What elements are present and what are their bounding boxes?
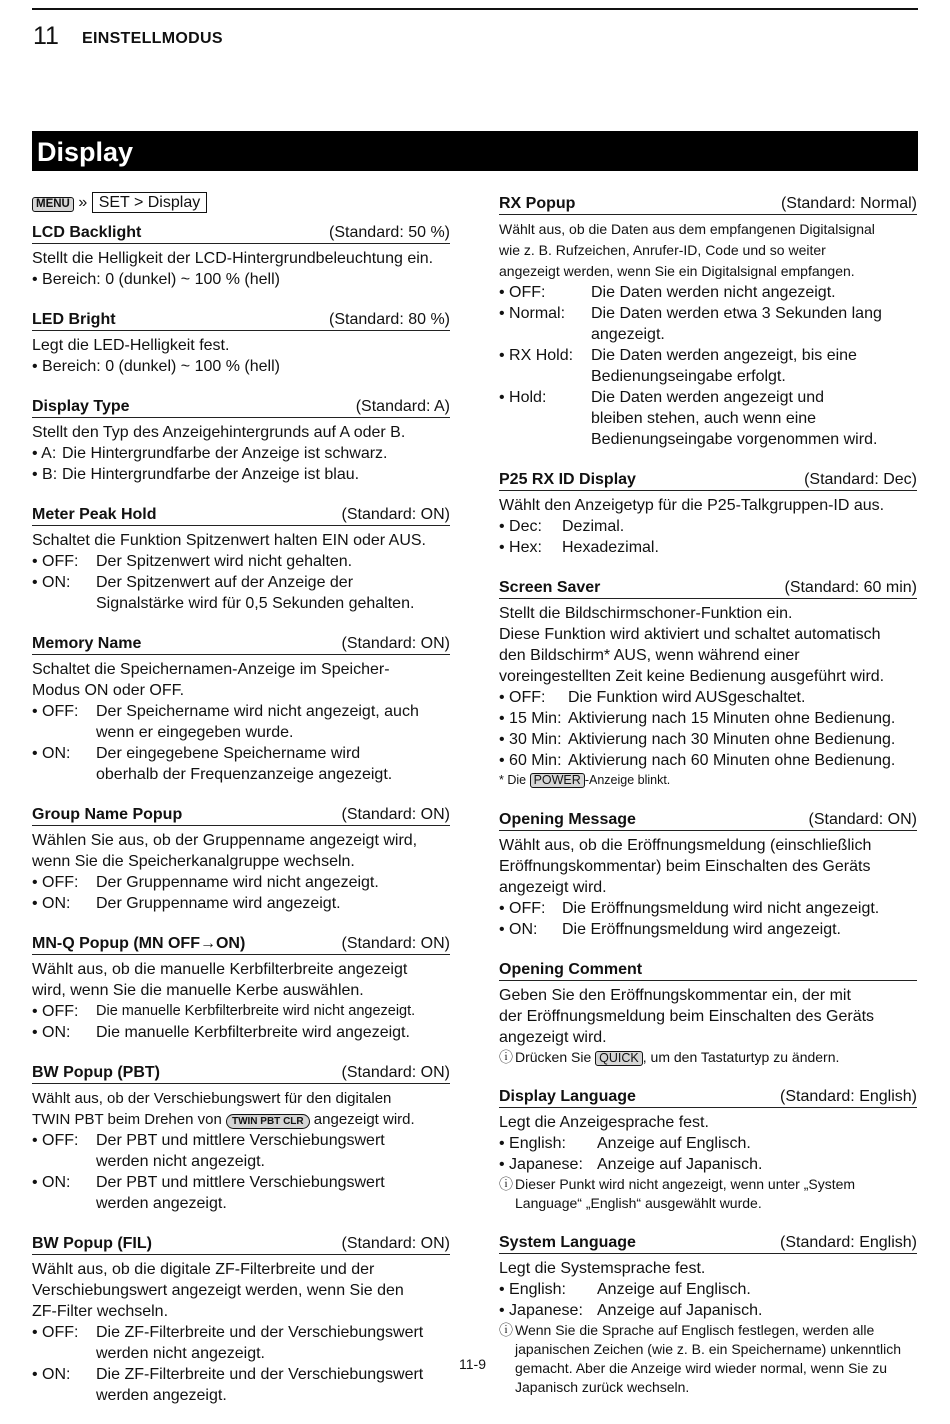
section-heading: Display Language xyxy=(499,1088,636,1105)
body-text: Wählt aus, ob die Eröffnungsmeldung (einschließlich xyxy=(499,837,872,854)
info-icon: ⓘ xyxy=(499,1176,513,1192)
default-value: (Standard: Dec) xyxy=(804,471,917,488)
quick-key: QUICK xyxy=(595,1051,643,1066)
section-heading: Memory Name xyxy=(32,635,142,652)
section-heading: Meter Peak Hold xyxy=(32,506,157,523)
bw-popup-pbt-section xyxy=(32,1061,450,1214)
body-text: Legt die Anzeigesprache fest. xyxy=(499,1114,709,1131)
footnote: * Die POWER -Anzeige blinkt. xyxy=(499,773,671,787)
body-text: ZF-Filter wechseln. xyxy=(32,1303,169,1320)
default-value: (Standard: ON) xyxy=(341,935,450,952)
note: ⓘ Drücken Sie QUICK , um den Tastaturtyp zu ändern. xyxy=(499,1049,840,1065)
option-english: • English: Anzeige auf Englisch. xyxy=(499,1135,751,1152)
section-heading: Screen Saver xyxy=(499,579,601,596)
option-on: • ON: Die ZF-Filterbreite und der Verschiebungswert xyxy=(32,1366,424,1383)
body-text: den Bildschirm* AUS, wenn während einer xyxy=(499,647,800,664)
default-value: (Standard: ON) xyxy=(341,1235,450,1252)
default-value: (Standard: English) xyxy=(780,1088,917,1105)
default-value: (Standard: 50 %) xyxy=(329,224,450,241)
system-language-section xyxy=(499,1231,917,1397)
option-on-cont: Signalstärke wird für 0,5 Sekunden gehalten. xyxy=(96,595,415,612)
default-value: (Standard: ON) xyxy=(341,635,450,652)
note: ⓘ Wenn Sie die Sprache auf Englisch festlegen, werden alle japanischen Zeichen (wie z. B. ein Speichername) unkenntlich gemacht. Aber die Anzeige wird wieder normal, wenn Sie zu Japanisch zurück wechseln. xyxy=(499,1322,901,1395)
default-value: (Standard: ON) xyxy=(341,806,450,823)
body-text: wenn Sie die Speicherkanalgruppe wechseln. xyxy=(32,853,355,870)
p25-rx-id-section xyxy=(499,468,917,558)
section-heading: LED Bright xyxy=(32,311,116,328)
opening-comment-section xyxy=(499,958,917,1067)
option-30-min: • 30 Min: Aktivierung nach 30 Minuten ohne Bedienung. xyxy=(499,731,896,748)
body-text: Legt die LED-Helligkeit fest. xyxy=(32,337,230,354)
option-normal-cont: angezeigt. xyxy=(591,326,665,343)
info-icon: ⓘ xyxy=(499,1049,513,1065)
body-text: wird, wenn Sie die manuelle Kerbe auswählen. xyxy=(32,982,364,999)
option-off: • OFF: Der PBT und mittlere Verschiebungswert xyxy=(32,1132,385,1149)
option-on: • ON: Der PBT und mittlere Verschiebungswert xyxy=(32,1174,385,1191)
body-text: Stellt den Typ des Anzeigehintergrunds auf A oder B. xyxy=(32,424,406,441)
section-heading: BW Popup (PBT) xyxy=(32,1064,160,1081)
menu-path xyxy=(32,192,450,213)
option-off: • OFF: Die Eröffnungsmeldung wird nicht angezeigt. xyxy=(499,900,880,917)
option-normal: • Normal: Die Daten werden etwa 3 Sekunden lang xyxy=(499,305,882,322)
lcd-backlight-section xyxy=(32,221,450,290)
body-text: Schaltet die Funktion Spitzenwert halten EIN oder AUS. xyxy=(32,532,426,549)
option-on: • ON: Der Gruppenname wird angezeigt. xyxy=(32,895,341,912)
option-rx-hold-cont: Bedienungseingabe erfolgt. xyxy=(591,368,786,385)
option-hold-cont: Bedienungseingabe vorgenommen wird. xyxy=(591,431,878,448)
option-hold: • Hold: Die Daten werden angezeigt und xyxy=(499,389,825,406)
option-a: • A: Die Hintergrundfarbe der Anzeige ist schwarz. xyxy=(32,445,388,462)
body-text: Wählt aus, ob die Daten aus dem empfangenen Digitalsignal xyxy=(499,221,875,237)
option-hold-cont: bleiben stehen, auch wenn eine xyxy=(591,410,817,427)
option-off-cont: werden nicht angezeigt. xyxy=(96,1153,265,1170)
section-heading: P25 RX ID Display xyxy=(499,471,636,488)
body-text: Stellt die Bildschirmschoner-Funktion ein. xyxy=(499,605,793,622)
body-text: der Eröffnungsmeldung beim Einschalten des Geräts xyxy=(499,1008,875,1025)
option-on-cont: werden angezeigt. xyxy=(96,1195,227,1212)
option-off-cont: wenn er eingegeben wurde. xyxy=(96,724,294,741)
option-hex: • Hex: Hexadezimal. xyxy=(499,539,659,556)
option-on-cont: oberhalb der Frequenzanzeige angezeigt. xyxy=(96,766,393,783)
body-text: angezeigt wird. xyxy=(499,879,607,896)
option-rx-hold: • RX Hold: Die Daten werden angezeigt, bis eine xyxy=(499,347,857,364)
section-heading: LCD Backlight xyxy=(32,224,142,241)
section-title-bar: Display xyxy=(32,131,918,171)
option-15-min: • 15 Min: Aktivierung nach 15 Minuten ohne Bedienung. xyxy=(499,710,896,727)
option-off: • OFF: Der Spitzenwert wird nicht gehalten. xyxy=(32,553,353,570)
option-off: • OFF: Die ZF-Filterbreite und der Verschiebungswert xyxy=(32,1324,424,1341)
section-heading: System Language xyxy=(499,1234,636,1251)
chapter-title: EINSTELLMODUS xyxy=(82,30,223,47)
default-value: (Standard: ON) xyxy=(808,811,917,828)
bw-popup-fil-section xyxy=(32,1232,450,1406)
option-60-min: • 60 Min: Aktivierung nach 60 Minuten ohne Bedienung. xyxy=(499,752,896,769)
option-on: • ON: Die manuelle Kerbfilterbreite wird angezeigt. xyxy=(32,1024,410,1041)
range-text: • Bereich: 0 (dunkel) ~ 100 % (hell) xyxy=(32,271,280,288)
body-text: wie z. B. Rufzeichen, Anrufer-ID, Code und so weiter xyxy=(499,242,826,258)
body-text: Wählt aus, ob der Verschiebungswert für den digitalen xyxy=(32,1090,392,1107)
info-icon: ⓘ xyxy=(499,1322,513,1338)
default-value: (Standard: ON) xyxy=(341,1064,450,1081)
default-value: (Standard: 60 min) xyxy=(784,579,917,596)
section-heading: Display Type xyxy=(32,398,130,415)
opening-message-section xyxy=(499,808,917,940)
meter-peak-hold-section xyxy=(32,503,450,614)
top-rule xyxy=(32,8,918,10)
mnq-popup-section xyxy=(32,932,450,1043)
option-japanese: • Japanese: Anzeige auf Japanisch. xyxy=(499,1302,763,1319)
right-column xyxy=(499,192,917,1415)
option-off: • OFF: Der Speichername wird nicht angezeigt, auch xyxy=(32,703,419,720)
option-b: • B: Die Hintergrundfarbe der Anzeige ist blau. xyxy=(32,466,360,483)
rx-popup-section xyxy=(499,192,917,450)
menu-key: MENU xyxy=(32,197,74,212)
option-dec: • Dec: Dezimal. xyxy=(499,518,625,535)
body-text: Wählt den Anzeigetyp für die P25-Talkgruppen-ID aus. xyxy=(499,497,885,514)
body-text: Wählt aus, ob die digitale ZF-Filterbreite und der xyxy=(32,1261,375,1278)
section-heading: MN-Q Popup (MN OFF→ON) xyxy=(32,935,246,952)
display-language-section xyxy=(499,1085,917,1213)
option-off: • OFF: Die manuelle Kerbfilterbreite wird nicht angezeigt. xyxy=(32,1003,416,1020)
option-off: • OFF: Die Funktion wird AUSgeschaltet. xyxy=(499,689,806,706)
option-off: • OFF: Der Gruppenname wird nicht angezeigt. xyxy=(32,874,379,891)
option-off: • OFF: Die Daten werden nicht angezeigt. xyxy=(499,284,836,301)
body-text: Wählen Sie aus, ob der Gruppenname angezeigt wird, xyxy=(32,832,418,849)
twin-pbt-knob-icon: TWIN PBT CLR xyxy=(226,1114,310,1129)
set-path: SET > Display xyxy=(92,192,208,213)
option-on: • ON: Der Spitzenwert auf der Anzeige der xyxy=(32,574,354,591)
option-off-cont: werden nicht angezeigt. xyxy=(96,1345,265,1362)
chapter-number: 11 xyxy=(33,22,59,50)
screen-saver-section xyxy=(499,576,917,790)
option-on: • ON: Der eingegebene Speichername wird xyxy=(32,745,361,762)
option-on: • ON: Die Eröffnungsmeldung wird angezeigt. xyxy=(499,921,841,938)
memory-name-section xyxy=(32,632,450,785)
option-english: • English: Anzeige auf Englisch. xyxy=(499,1281,751,1298)
body-text: Stellt die Helligkeit der LCD-Hintergrundbeleuchtung ein. xyxy=(32,250,434,267)
note: ⓘ Dieser Punkt wird nicht angezeigt, wenn unter „System Language“ „English“ ausgewählt wurde. xyxy=(499,1176,856,1211)
section-heading: BW Popup (FIL) xyxy=(32,1235,152,1252)
section-heading: Opening Message xyxy=(499,811,636,828)
page-number: 11-9 xyxy=(459,1356,486,1372)
option-on-cont: werden angezeigt. xyxy=(96,1387,227,1404)
range-text: • Bereich: 0 (dunkel) ~ 100 % (hell) xyxy=(32,358,280,375)
body-text: Legt die Systemsprache fest. xyxy=(499,1260,706,1277)
body-text: Eröffnungskommentar) beim Einschalten des Geräts xyxy=(499,858,871,875)
default-value: (Standard: A) xyxy=(355,398,450,415)
option-japanese: • Japanese: Anzeige auf Japanisch. xyxy=(499,1156,763,1173)
section-heading: RX Popup xyxy=(499,195,576,212)
body-text: Modus ON oder OFF. xyxy=(32,682,185,699)
display-type-section xyxy=(32,395,450,485)
led-bright-section xyxy=(32,308,450,377)
body-text: Geben Sie den Eröffnungskommentar ein, der mit xyxy=(499,987,851,1004)
default-value: (Standard: 80 %) xyxy=(329,311,450,328)
default-value: (Standard: Normal) xyxy=(780,195,917,212)
power-key: POWER xyxy=(530,773,585,788)
body-text: angezeigt wird. xyxy=(499,1029,607,1046)
default-value: (Standard: English) xyxy=(780,1234,917,1251)
section-heading: Opening Comment xyxy=(499,961,643,978)
body-text: Schaltet die Speichernamen-Anzeige im Speicher- xyxy=(32,661,390,678)
body-text: Wählt aus, ob die manuelle Kerbfilterbreite angezeigt xyxy=(32,961,408,978)
default-value: (Standard: ON) xyxy=(341,506,450,523)
body-text: Verschiebungswert angezeigt werden, wenn Sie den xyxy=(32,1282,404,1299)
body-text: angezeigt werden, wenn Sie ein Digitalsignal empfangen. xyxy=(499,263,855,279)
group-name-popup-section xyxy=(32,803,450,914)
body-text: voreingestellten Zeit keine Bedienung ausgeführt wird. xyxy=(499,668,885,685)
section-heading: Group Name Popup xyxy=(32,806,183,823)
left-column xyxy=(32,192,450,1424)
path-arrow: » xyxy=(78,194,88,211)
body-text: Diese Funktion wird aktiviert und schaltet automatisch xyxy=(499,626,881,643)
body-text: TWIN PBT beim Drehen von TWIN PBT CLR angezeigt wird. xyxy=(32,1111,415,1128)
